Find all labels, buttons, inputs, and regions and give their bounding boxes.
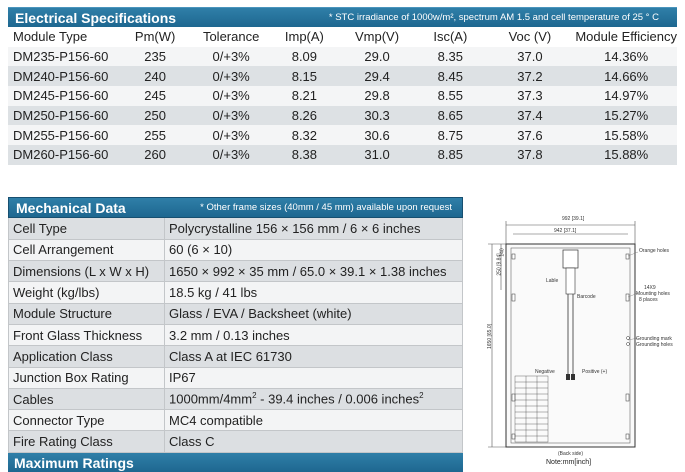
dimension-140: 140: [499, 248, 506, 257]
table-cell: DM255-P156-60: [8, 125, 119, 145]
mechanical-data-header: [8, 197, 463, 218]
column-header: Pm(W): [119, 27, 192, 47]
table-row: [9, 431, 463, 452]
spec-label: Connector Type: [9, 410, 165, 431]
table-cell: 250: [119, 106, 192, 126]
lable-label: Lable: [546, 278, 559, 284]
spec-value-part: 1000mm/4mm: [169, 391, 253, 407]
spec-label: Cell Type: [9, 218, 165, 239]
table-cell: 8.85: [416, 145, 484, 165]
dimension-942: 942 [37.1]: [554, 228, 577, 234]
table-cell: 37.6: [484, 125, 575, 145]
orange-holes-label: Orange holes: [639, 248, 670, 254]
table-cell: 29.8: [338, 86, 416, 106]
spec-value: [165, 388, 463, 409]
electrical-specifications-table: [8, 27, 677, 165]
maximum-ratings-header: Maximum Ratings: [8, 453, 463, 472]
table-row: [9, 367, 463, 388]
superscript: 2: [419, 391, 424, 401]
table-cell: 245: [119, 86, 192, 106]
grounding-holes-label: Grounding holes: [636, 342, 673, 348]
grounding-mark-label: Grounding mark: [636, 336, 672, 342]
table-cell: 235: [119, 47, 192, 67]
table-cell: 0/+3%: [191, 66, 271, 86]
spec-label: Weight (kg/lbs): [9, 282, 165, 303]
table-cell: 37.2: [484, 66, 575, 86]
electrical-specifications-title: Electrical Specifications: [15, 9, 177, 26]
table-row: [8, 125, 677, 145]
spec-label: Module Structure: [9, 303, 165, 324]
table-cell: DM250-P156-60: [8, 106, 119, 126]
table-cell: 8.09: [271, 47, 338, 67]
module-dimension-drawing: [470, 210, 685, 472]
spec-label: Cell Arrangement: [9, 239, 165, 260]
table-row: [9, 303, 463, 324]
table-cell: 31.0: [338, 145, 416, 165]
column-header: Module Type: [8, 27, 119, 47]
column-header: Module Efficiency: [575, 27, 677, 47]
table-cell: 37.0: [484, 47, 575, 67]
mounting-holes-label: Mounting holes: [636, 291, 670, 297]
table-cell: 29.4: [338, 66, 416, 86]
table-cell: 37.4: [484, 106, 575, 126]
table-cell: 0/+3%: [191, 86, 271, 106]
units-note: Note:mm[inch]: [546, 459, 592, 466]
table-cell: 8.15: [271, 66, 338, 86]
spec-value: Class C: [165, 431, 463, 452]
table-cell: 14.66%: [575, 66, 677, 86]
spec-value: IP67: [165, 367, 463, 388]
spec-label: Cables: [9, 388, 165, 409]
electrical-header-row: [8, 27, 677, 47]
table-cell: 240: [119, 66, 192, 86]
column-header: Voc (V): [484, 27, 575, 47]
table-cell: 15.88%: [575, 145, 677, 165]
electrical-specifications-section: [8, 7, 677, 165]
table-row: [9, 218, 463, 239]
table-row: [8, 145, 677, 165]
table-row: [8, 106, 677, 126]
table-cell: 8.65: [416, 106, 484, 126]
column-header: Isc(A): [416, 27, 484, 47]
column-header: Imp(A): [271, 27, 338, 47]
table-row: [8, 47, 677, 67]
table-cell: DM260-P156-60: [8, 145, 119, 165]
dimension-992: 992 [39.1]: [562, 216, 585, 222]
frame-sizes-note: * Other frame sizes (40mm / 45 mm) available upon request: [200, 202, 452, 213]
superscript: 2: [252, 391, 257, 401]
table-cell: 30.3: [338, 106, 416, 126]
stc-note: * STC irradiance of 1000w/m², spectrum AM 1.5 and cell temperature of 25 ° C: [328, 12, 659, 23]
spec-label: Dimensions (L x W x H): [9, 261, 165, 282]
table-cell: 15.58%: [575, 125, 677, 145]
table-cell: 8.35: [416, 47, 484, 67]
table-cell: 0/+3%: [191, 145, 271, 165]
table-cell: 29.0: [338, 47, 416, 67]
spec-label: Front Glass Thickness: [9, 324, 165, 345]
table-cell: 37.3: [484, 86, 575, 106]
back-side-label: (Back side): [558, 451, 584, 457]
table-row: [9, 346, 463, 367]
spec-value: 18.5 kg / 41 lbs: [165, 282, 463, 303]
electrical-specifications-header: [8, 7, 677, 27]
table-cell: 14.97%: [575, 86, 677, 106]
spec-value: 1650 × 992 × 35 mm / 65.0 × 39.1 × 1.38 inches: [165, 261, 463, 282]
column-header: Vmp(V): [338, 27, 416, 47]
table-row: [9, 282, 463, 303]
table-cell: 14.36%: [575, 47, 677, 67]
spec-value: MC4 compatible: [165, 410, 463, 431]
table-cell: DM240-P156-60: [8, 66, 119, 86]
table-row: [8, 86, 677, 106]
spec-value: Polycrystalline 156 × 156 mm / 6 × 6 inches: [165, 218, 463, 239]
table-cell: 8.21: [271, 86, 338, 106]
table-row: [9, 410, 463, 431]
table-cell: 15.27%: [575, 106, 677, 126]
table-cell: 0/+3%: [191, 125, 271, 145]
barcode-label: Barcode: [577, 294, 596, 300]
table-cell: 8.45: [416, 66, 484, 86]
table-cell: 8.55: [416, 86, 484, 106]
table-cell: 0/+3%: [191, 106, 271, 126]
mounting-holes-count-label: 8 places: [639, 297, 658, 303]
table-cell: 37.8: [484, 145, 575, 165]
positive-label: Positive (+): [582, 369, 608, 375]
table-row: [8, 66, 677, 86]
table-cell: 8.38: [271, 145, 338, 165]
spec-value-part: - 39.4 inches / 0.006 inches: [256, 391, 420, 407]
table-row: [9, 239, 463, 260]
table-row: [9, 388, 463, 409]
spec-value: 3.2 mm / 0.13 inches: [165, 324, 463, 345]
table-cell: DM245-P156-60: [8, 86, 119, 106]
table-row: [9, 324, 463, 345]
table-cell: 255: [119, 125, 192, 145]
table-row: [9, 261, 463, 282]
spec-value: Glass / EVA / Backsheet (white): [165, 303, 463, 324]
mechanical-data-table: [8, 218, 463, 453]
mechanical-data-title: Mechanical Data: [16, 199, 126, 216]
mechanical-data-section: [8, 197, 463, 453]
table-cell: 0/+3%: [191, 47, 271, 67]
table-cell: 8.26: [271, 106, 338, 126]
spec-label: Junction Box Rating: [9, 367, 165, 388]
spec-value: 60 (6 × 10): [165, 239, 463, 260]
table-cell: DM235-P156-60: [8, 47, 119, 67]
dimension-250: 250 [9.84]: [496, 253, 503, 276]
negative-label: Negative: [535, 369, 555, 375]
spec-label: Fire Rating Class: [9, 431, 165, 452]
table-cell: 8.32: [271, 125, 338, 145]
table-cell: 30.6: [338, 125, 416, 145]
spec-value: Class A at IEC 61730: [165, 346, 463, 367]
dimension-1650: 1650 [65.0]: [487, 323, 494, 350]
table-cell: 260: [119, 145, 192, 165]
table-cell: 8.75: [416, 125, 484, 145]
mounting-holes-size-label: 14X9: [644, 285, 656, 291]
column-header: Tolerance: [191, 27, 271, 47]
spec-label: Application Class: [9, 346, 165, 367]
